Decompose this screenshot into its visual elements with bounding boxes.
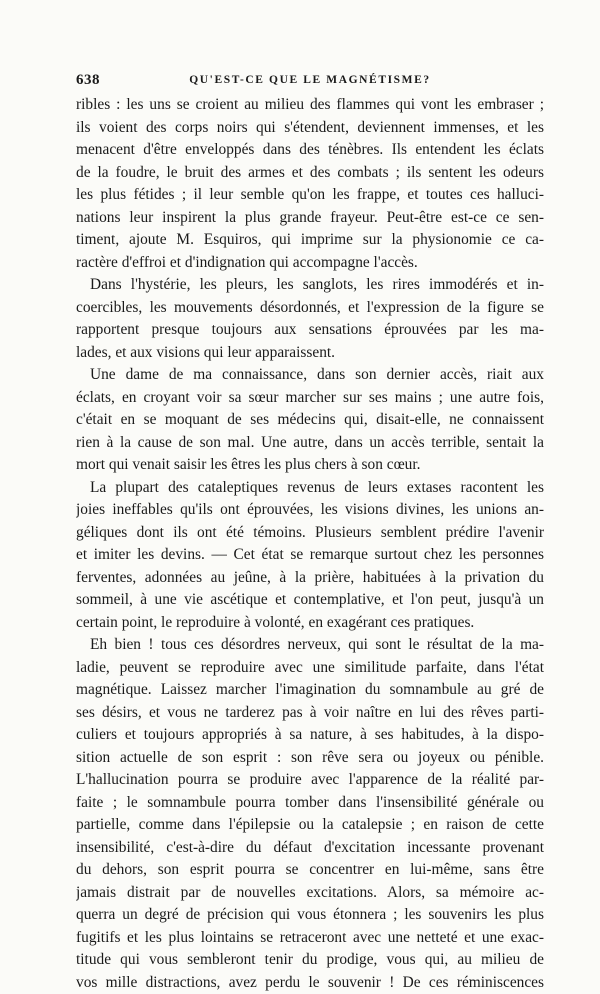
- text-line: Dans l'hystérie, les pleurs, les sanglots, les rires immodérés et in-: [76, 274, 544, 297]
- text-line: du dehors, son esprit pourra se concentrer en lui-même, sans être: [76, 859, 544, 882]
- text-line: et imiter les devins. — Cet état se remarque surtout chez les personnes: [76, 544, 544, 567]
- text-line: lades, et aux visions qui leur apparaissent.: [76, 342, 544, 365]
- text-line: nations leur inspirent la plus grande frayeur. Peut-être est-ce ce sen-: [76, 207, 544, 230]
- text-line: ses désirs, et vous ne tarderez pas à voir naître en lui des rêves parti-: [76, 702, 544, 725]
- text-line: sommeil, à une vie ascétique et contemplative, et l'on peut, jusqu'à un: [76, 589, 544, 612]
- text-line: insensibilité, c'est-à-dire du défaut d'excitation incessante provenant: [76, 837, 544, 860]
- text-line: faite ; le somnambule pourra tomber dans l'insensibilité générale ou: [76, 792, 544, 815]
- text-line: La plupart des cataleptiques revenus de leurs extases racontent les: [76, 477, 544, 500]
- text-line: L'hallucination pourra se produire avec l'apparence de la réalité par-: [76, 769, 544, 792]
- text-line: les plus fétides ; il leur semble qu'on les frappe, et toutes ces halluci-: [76, 184, 544, 207]
- text-line: ribles : les uns se croient au milieu des flammes qui vont les embraser ;: [76, 94, 544, 117]
- text-line: Une dame de ma connaissance, dans son dernier accès, riait aux: [76, 364, 544, 387]
- text-line: joies ineffables qu'ils ont éprouvées, les visions divines, les unions an-: [76, 499, 544, 522]
- text-line: titude qui vous sembleront tenir du prodige, vous qui, au milieu de: [76, 949, 544, 972]
- running-title: QU'EST-CE QUE LE MAGNÉTISME?: [76, 74, 544, 86]
- text-line: jamais distrait par de nouvelles excitations. Alors, sa mémoire ac-: [76, 882, 544, 905]
- text-line: fugitifs et les plus lointains se retraceront avec une netteté et une exac-: [76, 927, 544, 950]
- text-line: de la foudre, le bruit des armes et des combats ; ils sentent les odeurs: [76, 162, 544, 185]
- paragraph: [76, 634, 544, 994]
- text-line: géliques dont ils ont été témoins. Plusieurs semblent prédire l'avenir: [76, 522, 544, 545]
- text-line: menacent d'être enveloppés dans des ténèbres. Ils entendent les éclats: [76, 139, 544, 162]
- body-text: [76, 94, 544, 994]
- text-line: éclats, en croyant voir sa sœur marcher sur ses mains ; une autre fois,: [76, 387, 544, 410]
- text-line: vos mille distractions, avez perdu le souvenir ! De ces réminiscences: [76, 972, 544, 994]
- text-line: ractère d'effroi et d'indignation qui accompagne l'accès.: [76, 252, 544, 275]
- text-line: partielle, comme dans l'épilepsie ou la catalepsie ; en raison de cette: [76, 814, 544, 837]
- text-line: certain point, le reproduire à volonté, en exagérant ces pratiques.: [76, 612, 544, 635]
- text-line: mort qui venait saisir les êtres les plus chers à son cœur.: [76, 454, 544, 477]
- paragraph: [76, 364, 544, 477]
- text-line: magnétique. Laissez marcher l'imagination du somnambule au gré de: [76, 679, 544, 702]
- text-line: rapportent presque toujours aux sensations éprouvées par les ma-: [76, 319, 544, 342]
- paragraph: [76, 274, 544, 364]
- page-header: [76, 72, 544, 94]
- text-line: ladie, peuvent se reproduire avec une similitude parfaite, dans l'état: [76, 657, 544, 680]
- paragraph: [76, 477, 544, 635]
- page-number: 638: [76, 72, 100, 89]
- text-line: sition actuelle de son esprit : son rêve sera ou joyeux ou pénible.: [76, 747, 544, 770]
- text-line: timent, ajoute M. Esquiros, qui imprime sur la physionomie ce ca-: [76, 229, 544, 252]
- text-line: rien à la cause de son mal. Une autre, dans un accès terrible, sentait la: [76, 432, 544, 455]
- text-line: Eh bien ! tous ces désordres nerveux, qui sont le résultat de la ma-: [76, 634, 544, 657]
- text-line: ferventes, adonnées au jeûne, à la prière, habituées à la privation du: [76, 567, 544, 590]
- text-line: c'était en se moquant de ses médecins qui, disait-elle, ne connaissent: [76, 409, 544, 432]
- paragraph: [76, 94, 544, 274]
- text-line: ils voient des corps noirs qui s'étendent, deviennent immenses, et les: [76, 117, 544, 140]
- text-line: coercibles, les mouvements désordonnés, et l'expression de la figure se: [76, 297, 544, 320]
- text-line: querra un degré de précision qui vous étonnera ; les souvenirs les plus: [76, 904, 544, 927]
- text-line: culiers et toujours appropriés à sa nature, à ses habitudes, à la dispo-: [76, 724, 544, 747]
